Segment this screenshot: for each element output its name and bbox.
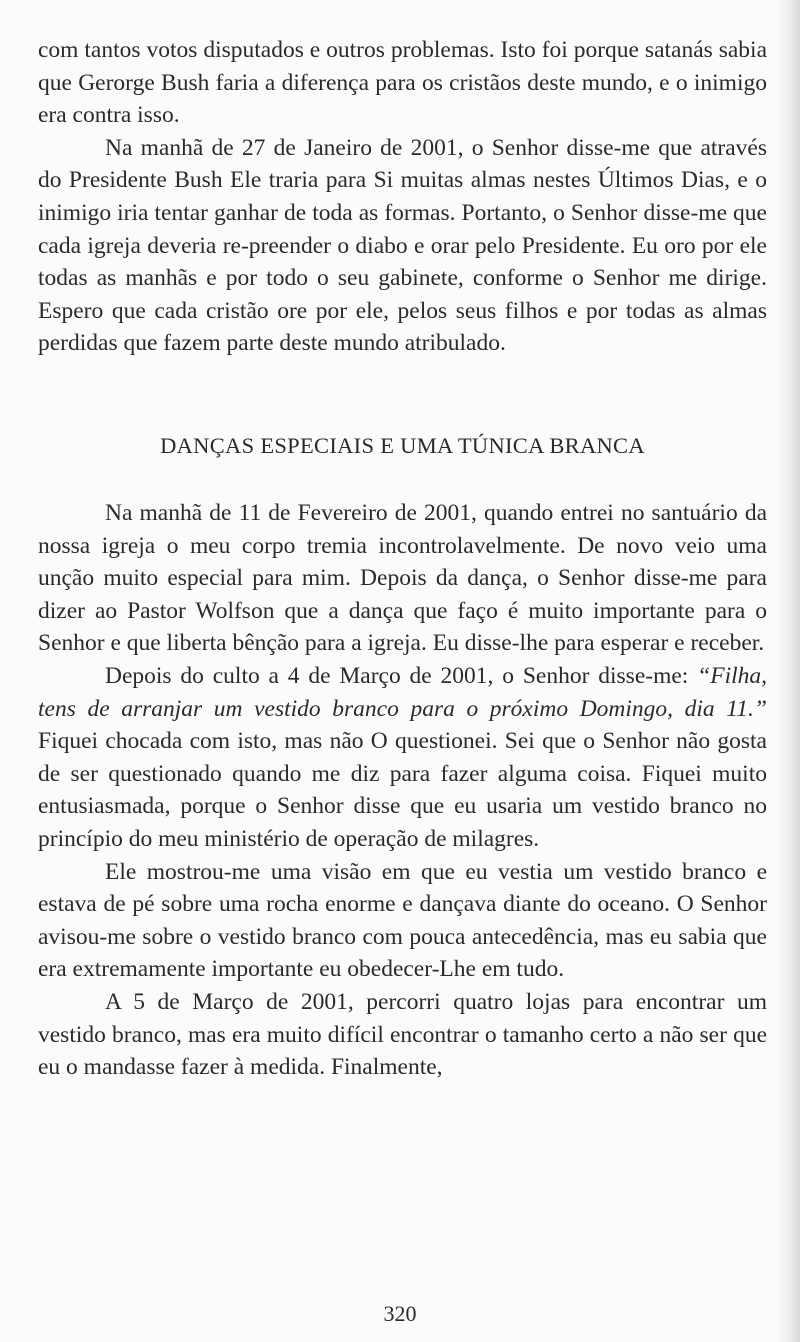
page-edge-shadow	[776, 0, 800, 1342]
paragraph-continuation: com tantos votos disputados e outros problemas. Isto foi porque satanás sabia que Gerorge Bush faria a diferença para os cristãos deste mundo, e o inimigo era contra isso.	[38, 37, 767, 129]
text-block-top	[38, 34, 767, 360]
paragraph-bush-prayer: Na manhã de 27 de Janeiro de 2001, o Senhor disse-me que através do Presidente Bush Ele traria para Si muitas almas nestes Últimos Dias, e o inimigo iria tentar ganhar de toda as formas. Portanto, o Senhor disse-me que cada igreja deveria re-preender o diabo e orar pelo Presidente. Eu oro por ele todas as manhãs e por todo o seu gabinete, conforme o Senhor me dirige. Espero que cada cristão ore por ele, pelos seus filhos e por todas as almas perdidas que fazem parte deste mundo atribulado.	[38, 134, 767, 357]
text-block-main	[38, 497, 767, 1084]
paragraph-shopping: A 5 de Março de 2001, percorri quatro lojas para encontrar um vestido branco, mas era muito difícil encontrar o tamanho certo a não ser que eu o mandasse fazer à medida. Finalmente,	[38, 988, 767, 1081]
paragraph-white-dress	[38, 660, 767, 856]
quote-text: “Filha, tens de arranjar um vestido branco para o próximo Domingo, dia 11.”	[38, 662, 767, 722]
paragraph-intro: Depois do culto a 4 de Março de 2001, o Senhor disse-me:	[105, 662, 698, 689]
page-number: 320	[383, 1301, 417, 1326]
section-heading: DANÇAS ESPECIAIS E UMA TÚNICA BRANCA	[160, 433, 645, 458]
paragraph-rest: Fiquei chocada com isto, mas não O questionei. Sei que o Senhor não gosta de ser questionado quando me diz para fazer alguma coisa. Fiquei muito entusiasmada, porque o Senhor disse que eu usaria um vestido branco no princípio do meu ministério de operação de milagres.	[38, 728, 767, 852]
paragraph-sanctuary: Na manhã de 11 de Fevereiro de 2001, quando entrei no santuário da nossa igreja o meu corpo tremia incontrolavelmente. De novo veio uma unção muito especial para mim. Depois da dança, o Senhor disse-me para dizer ao Pastor Wolfson que a dança que faço é muito importante para o Senhor e que liberta bênção para a igreja. Eu disse-lhe para esperar e receber.	[38, 500, 767, 657]
paragraph-vision: Ele mostrou-me uma visão em que eu vestia um vestido branco e estava de pé sobre uma rocha enorme e dançava diante do oceano. O Senhor avisou-me sobre o vestido branco com pouca antecedência, mas eu sabia que era extremamente importante eu obedecer-Lhe em tudo.	[38, 858, 767, 983]
